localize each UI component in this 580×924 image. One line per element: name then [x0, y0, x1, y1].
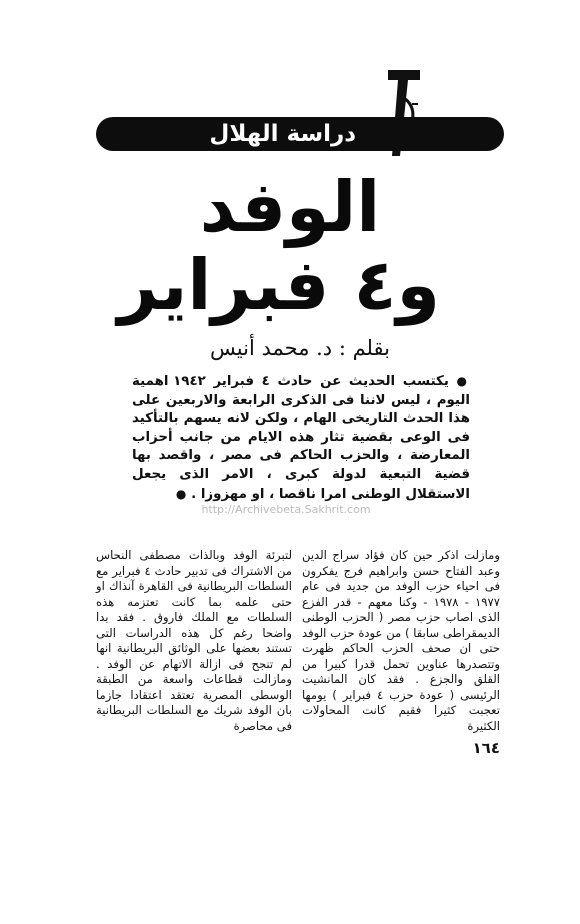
- section-label: دراسة الهلال: [209, 121, 356, 147]
- intro-paragraph: [132, 372, 470, 504]
- body-column-right: ومازلت اذكر حين كان فؤاد سراج الدين وعبد الفتاح حسن وابراهيم فرج يفكرون فى احياء حزب الوفد من جديد فى عام ١٩٧٧ - ١٩٧٨ - وكنا معهم - قدر الفزع الذى اصاب حزب مصر ( الحزب الوطنى الديمقراطى سابقا ) من عودة حزب الوفد حتى ان صحف الحزب الحاكم ظهرت وتتصدرها عناوين تحمل قدرا كبيرا من القلق والجزع . فقد كان المانشيت الرئيسى ( عودة حزب ٤ فبراير ) يومها تعجبت كثيرا فقيم كانت المحاولات الكثيرة: [302, 548, 500, 733]
- bullet-icon: ●: [456, 374, 470, 388]
- section-banner: [96, 117, 504, 151]
- end-bullet-icon: ●: [175, 486, 187, 501]
- archive-watermark: http://Archivebeta.Sakhrit.com: [201, 503, 371, 516]
- intro-text: يكتسب الحديث عن حادث ٤ فبراير ١٩٤٢ اهمية اليوم ، ليس لاننا فى الذكرى الرابعة والاربعين على هذا الحدث التاريخى الهام ، ولكن لانه يسهم بالتأكيد فى الوعى بقضية تثار هذه الايام من جانب أحزاب المعارضة ، والحزب الحاكم فى مصر ، واقصد بها قضية التبعية لدولة كبرى ، الامر الذى يجعل الاستقلال الوطنى امرا ناقصا ، او مهزوزا .: [132, 374, 470, 502]
- body-column-left: لتبرئة الوفد وبالذات مصطفى النحاس من الاشتراك فى تدبير حادث ٤ فبراير مع السلطات البريطانية فى القاهرة آنذاك او حتى علمه بما كانت تعتزمه هذه السلطات مع الملك فاروق . فقد بدا واضحا رغم كل هذه الدراسات التى تستند بعضها على الوثائق البريطانية انها لم تنجح فى ازالة الاتهام عن الوفد . ومازالت قطاعات واسعة من الطبقة الوسطى المصرية تعتقد اعتقادا جازما بان الوفد شريك مع السلطات البريطانية فى محاصرة: [96, 548, 292, 733]
- page-number: ١٦٤: [472, 739, 500, 757]
- article-title-line-2: و٤ فبراير: [117, 244, 440, 326]
- author-byline: بقلم : د. محمد أنيس: [210, 336, 390, 360]
- article-title-line-1: الوفد: [199, 166, 381, 248]
